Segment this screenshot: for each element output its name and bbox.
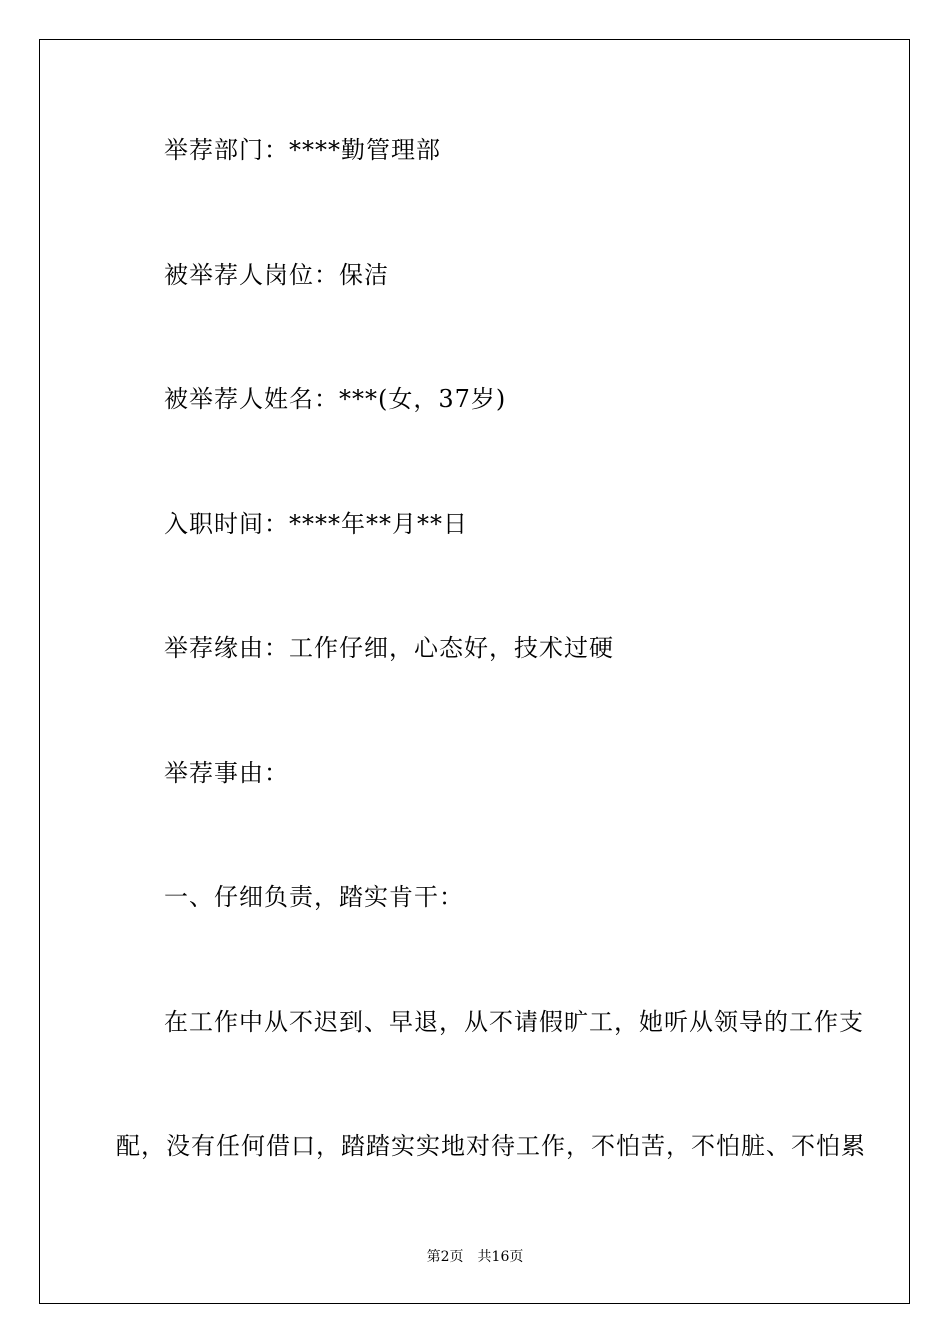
section-heading-1: 一、仔细负责，踏实肯干： — [164, 883, 464, 911]
reason-line: 举荐缘由：工作仔细，心态好，技术过硬 — [164, 634, 614, 662]
page-footer — [0, 1248, 950, 1266]
details-heading: 举荐事由： — [164, 759, 289, 787]
paragraph-line-2: 配，没有任何借口，踏踏实实地对待工作，不怕苦，不怕脏、不怕累 — [116, 1132, 866, 1160]
paragraph-line-1: 在工作中从不迟到、早退，从不请假旷工，她听从领导的工作支 — [164, 1008, 864, 1036]
name-line: 被举荐人姓名：***(女，37岁) — [164, 385, 507, 413]
position-line: 被举荐人岗位：保洁 — [164, 261, 389, 289]
page-total: 共16页 — [477, 1249, 524, 1265]
hire-date-line: 入职时间：****年**月**日 — [164, 510, 468, 538]
page-border — [39, 39, 910, 1304]
page-number: 第2页 — [426, 1249, 464, 1265]
department-line: 举荐部门：****勤管理部 — [164, 136, 441, 164]
